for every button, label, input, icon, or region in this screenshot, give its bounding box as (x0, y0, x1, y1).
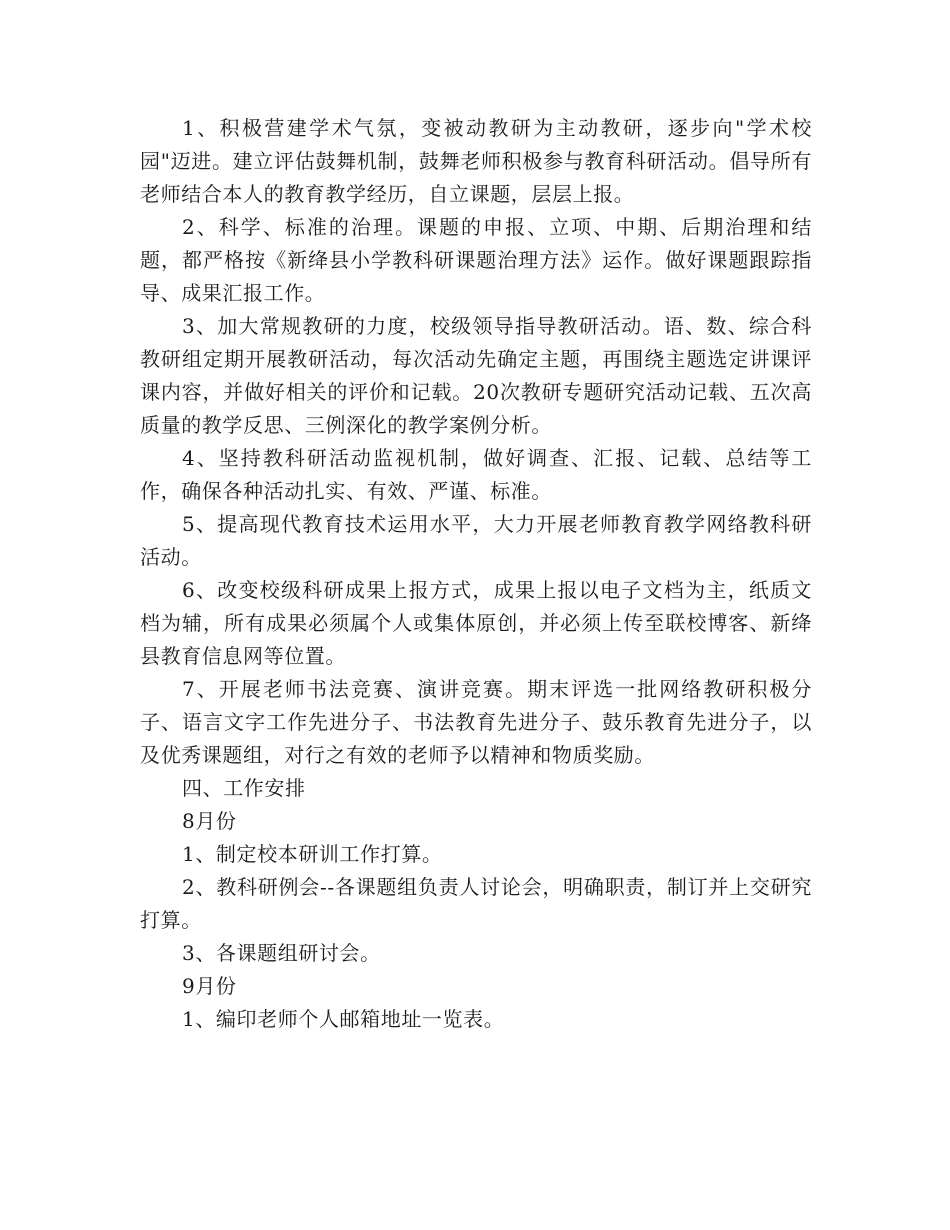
paragraph-4: 4、坚持教科研活动监视机制，做好调查、汇报、记载、总结等工作，确保各种活动扎实、有效、严谨、标准。 (140, 446, 812, 503)
august-item-1: 1、制定校本研训工作打算。 (182, 842, 443, 866)
paragraph-3: 3、加大常规教研的力度，校级领导指导教研活动。语、数、综合科教研组定期开展教研活动，每次活动先确定主题，再围绕主题选定讲课评课内容，并做好相关的评价和记载。20次教研专题研究活动记载、五次高质量的教学反思、三例深化的教学案例分析。 (140, 314, 812, 437)
document-page (140, 112, 812, 1036)
august-item-3: 3、各课题组研讨会。 (182, 941, 381, 965)
august-item-2: 2、教科研例会--各课题组负责人讨论会，明确职责，制订并上交研究打算。 (140, 875, 812, 932)
month-heading-august: 8月份 (182, 809, 237, 833)
paragraph-6: 6、改变校级科研成果上报方式，成果上报以电子文档为主，纸质文档为辅，所有成果必须属个人或集体原创，并必须上传至联校博客、新绛县教育信息网等位置。 (140, 578, 812, 668)
month-heading-september: 9月份 (182, 974, 237, 998)
paragraph-7: 7、开展老师书法竞赛、演讲竞赛。期末评选一批网络教研积极分子、语言文字工作先进分子、书法教育先进分子、鼓乐教育先进分子，以及优秀课题组，对行之有效的老师予以精神和物质奖励。 (140, 677, 812, 767)
section-heading-work-plan: 四、工作安排 (182, 776, 306, 800)
paragraph-2: 2、科学、标准的治理。课题的申报、立项、中期、后期治理和结题，都严格按《新绛县小学教科研课题治理方法》运作。做好课题跟踪指导、成果汇报工作。 (140, 215, 812, 305)
paragraph-5: 5、提高现代教育技术运用水平，大力开展老师教育教学网络教科研活动。 (140, 512, 812, 569)
paragraph-1: 1、积极营建学术气氛，变被动教研为主动教研，逐步向"学术校园"迈进。建立评估鼓舞机制，鼓舞老师积极参与教育科研活动。倡导所有老师结合本人的教育教学经历，自立课题，层层上报。 (140, 116, 812, 206)
september-item-1: 1、编印老师个人邮箱地址一览表。 (182, 1007, 505, 1031)
